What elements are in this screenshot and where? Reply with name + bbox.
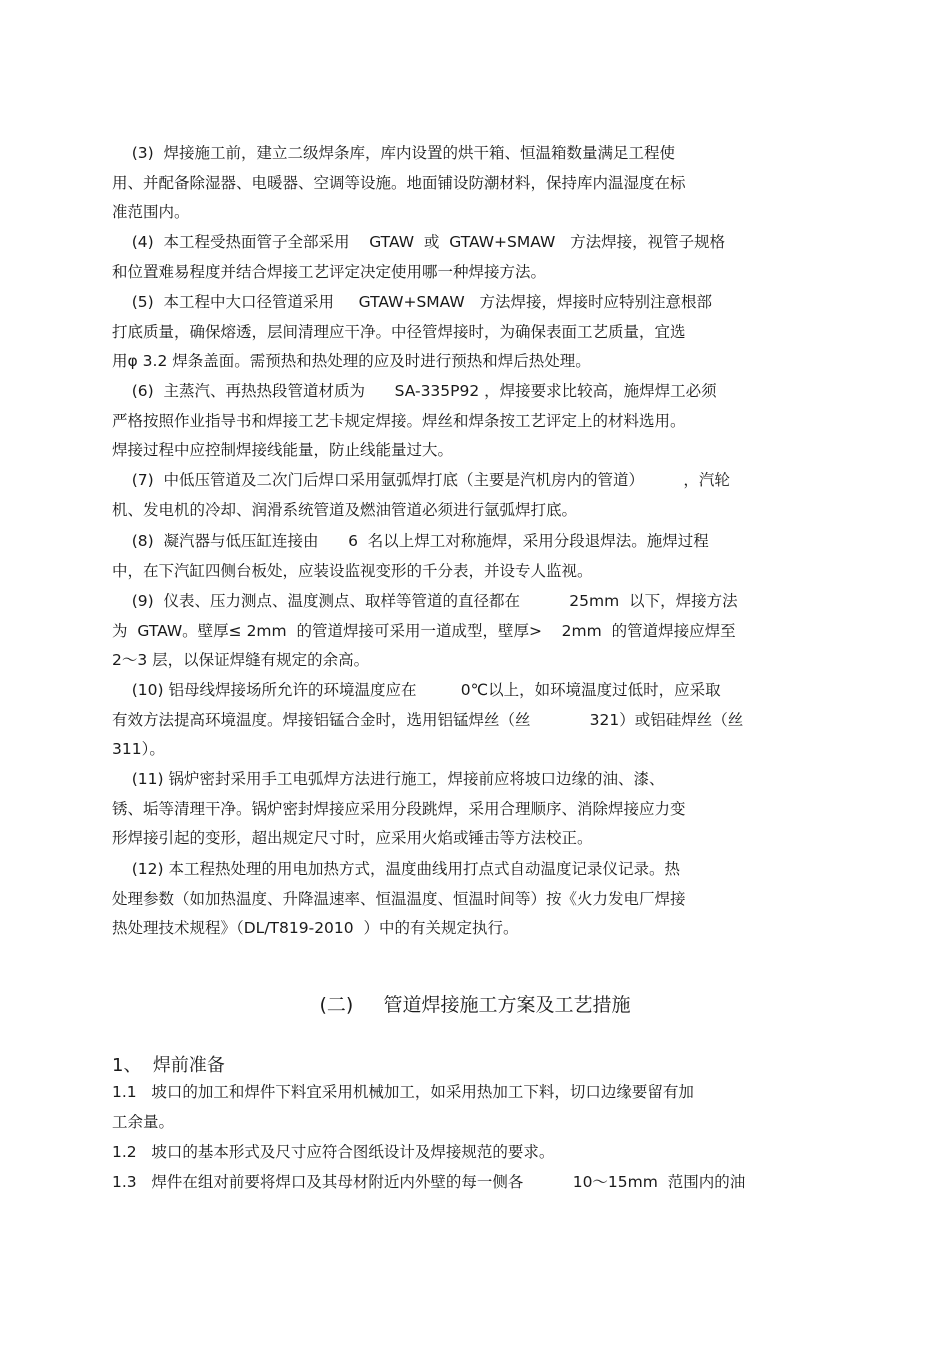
text-line: (6) 主蒸汽、再热热段管道材质为 SA-335P92 ，焊接要求比较高，施焊焊工必须 bbox=[112, 382, 717, 400]
text-line: 2～3 层，以保证焊缝有规定的余高。 bbox=[112, 651, 370, 669]
paragraph-7 bbox=[112, 466, 842, 525]
text-line: (10) 铝母线焊接场所允许的环境温度应在 0℃以上，如环境温度过低时，应采取 bbox=[112, 681, 721, 699]
text-line: 1.3 焊件在组对前要将焊口及其母材附近内外壁的每一侧各 10～15mm 范围内的油 bbox=[112, 1173, 746, 1191]
text-line: 打底质量，确保熔透，层间清理应干净。中径管焊接时，为确保表面工艺质量，宜选 bbox=[112, 322, 686, 341]
paragraph-9 bbox=[112, 587, 842, 676]
text-line: (11) 锅炉密封采用手工电弧焊方法进行施工，焊接前应将坡口边缘的油、漆、 bbox=[112, 770, 665, 788]
section-heading: (二) 管道焊接施工方案及工艺措施 bbox=[319, 994, 631, 1016]
text-line: 中，在下汽缸四侧台板处，应装设监视变形的千分表，并设专人监视。 bbox=[112, 561, 593, 580]
text-line: 用、并配备除湿器、电暖器、空调等设施。地面铺设防潮材料，保持库内温湿度在标 bbox=[112, 173, 686, 192]
text-line: 用φ 3.2 焊条盖面。需预热和热处理的应及时进行预热和焊后热处理。 bbox=[112, 352, 591, 370]
text-line: 热处理技术规程》（DL/T819-2010 ）中的有关规定执行。 bbox=[112, 919, 519, 937]
text-line: 工余量。 bbox=[112, 1112, 175, 1131]
text-line: 处理参数（如加热温度、升降温速率、恒温温度、恒温时间等）按《火力发电厂焊接 bbox=[112, 889, 686, 908]
text-line: 准范围内。 bbox=[112, 203, 190, 221]
text-line: (8) 凝汽器与低压缸连接由 6 名以上焊工对称施焊，采用分段退焊法。施焊过程 bbox=[112, 532, 709, 550]
text-line: 机、发电机的冷却、润滑系统管道及燃油管道必须进行氩弧焊打底。 bbox=[112, 500, 578, 519]
text-line: 焊接过程中应控制焊接线能量，防止线能量过大。 bbox=[112, 441, 454, 459]
text-line: (4) 本工程受热面管子全部采用 GTAW 或 GTAW+SMAW 方法焊接，视管子规格 bbox=[112, 233, 726, 251]
text-line: 有效方法提高环境温度。焊接铝锰合金时，选用铝锰焊丝（丝 321）或铝硅焊丝（丝 bbox=[112, 710, 744, 729]
text-line: 和位置难易程度并结合焊接工艺评定决定使用哪一种焊接方法。 bbox=[112, 262, 547, 281]
text-line: 锈、垢等清理干净。锅炉密封焊接应采用分段跳焊，采用合理顺序、消除焊接应力变 bbox=[112, 799, 686, 818]
item-1-2 bbox=[112, 1138, 842, 1168]
paragraph-8 bbox=[112, 527, 842, 586]
paragraph-4 bbox=[112, 228, 842, 287]
subsection-heading: 1、 焊前准备 bbox=[112, 1055, 225, 1076]
paragraph-5 bbox=[112, 288, 842, 377]
text-line: 1.1 坡口的加工和焊件下料宜采用机械加工，如采用热加工下料，切口边缘要留有加 bbox=[112, 1083, 694, 1101]
text-line: (7) 中低压管道及二次门后焊口采用氩弧焊打底（主要是汽机房内的管道） ，汽轮 bbox=[112, 471, 730, 489]
text-line: (5) 本工程中大口径管道采用 GTAW+SMAW 方法焊接，焊接时应特别注意根部 bbox=[112, 293, 713, 311]
text-line: (3) 焊接施工前，建立二级焊条库，库内设置的烘干箱、恒温箱数量满足工程使 bbox=[112, 144, 676, 162]
text-line: 严格按照作业指导书和焊接工艺卡规定焊接。焊丝和焊条按工艺评定上的材料选用。 bbox=[112, 411, 686, 430]
text-line: 311）。 bbox=[112, 740, 165, 758]
paragraph-11 bbox=[112, 765, 842, 854]
item-1-1 bbox=[112, 1078, 842, 1137]
paragraph-6 bbox=[112, 377, 842, 466]
text-line: (12) 本工程热处理的用电加热方式，温度曲线用打点式自动温度记录仪记录。热 bbox=[112, 860, 680, 878]
paragraph-12 bbox=[112, 855, 842, 944]
text-line: 形焊接引起的变形，超出规定尺寸时，应采用火焰或锤击等方法校正。 bbox=[112, 829, 593, 847]
text-line: 为 GTAW。壁厚≤ 2mm 的管道焊接可采用一道成型，壁厚> 2mm 的管道焊接应焊至 bbox=[112, 621, 736, 640]
text-line: 1.2 坡口的基本形式及尺寸应符合图纸设计及焊接规范的要求。 bbox=[112, 1143, 555, 1161]
text-line: (9) 仪表、压力测点、温度测点、取样等管道的直径都在 25mm 以下，焊接方法 bbox=[112, 592, 738, 610]
item-1-3 bbox=[112, 1168, 842, 1198]
paragraph-10 bbox=[112, 676, 842, 765]
paragraph-3 bbox=[112, 139, 842, 228]
